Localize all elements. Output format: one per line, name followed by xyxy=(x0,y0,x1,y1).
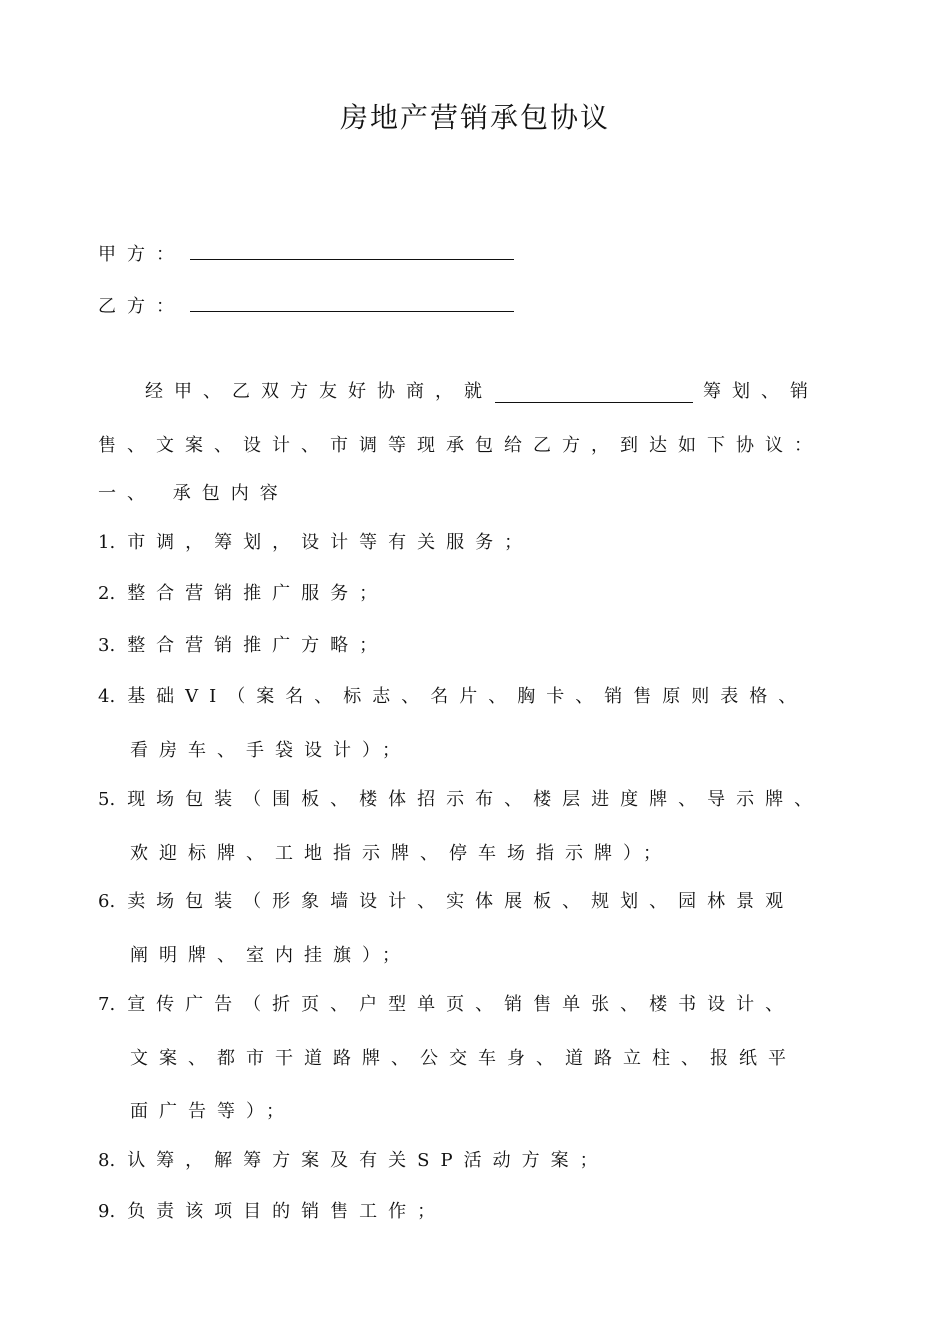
item-text: 整合营销推广方略； xyxy=(127,635,389,656)
item-text: 基础VI（案名、标志、名片、胸卡、销售原则表格、 xyxy=(127,686,808,707)
item-number: 6. xyxy=(98,891,116,912)
item-text: 整合营销推广服务； xyxy=(127,583,389,604)
list-item xyxy=(98,887,794,913)
item-number: 9. xyxy=(98,1201,116,1222)
list-item xyxy=(98,1146,609,1172)
list-item xyxy=(98,579,388,605)
list-item xyxy=(98,682,807,708)
item-number: 4. xyxy=(98,686,116,707)
section1-heading: 一、 承包内容 xyxy=(98,483,289,504)
list-item-continuation: 欢迎标牌、工地指示牌、停车场指示牌）； xyxy=(130,843,672,864)
party-a-label: 甲方： xyxy=(98,244,185,265)
list-item-continuation: 看房车、手袋设计）； xyxy=(130,740,411,761)
item-text: 卖场包装（形象墙设计、实体展板、规划、园林景观 xyxy=(127,891,795,912)
project-name-blank[interactable] xyxy=(495,382,693,403)
list-item xyxy=(98,990,794,1016)
item-text: 认筹，解筹方案及有关SP活动方案； xyxy=(127,1150,609,1171)
list-item-continuation: 阐明牌、室内挂旗）； xyxy=(130,945,411,966)
item-number: 7. xyxy=(98,994,116,1015)
intro-line-1 xyxy=(145,377,819,403)
intro-line-2: 售、文案、设计、市调等现承包给乙方，到达如下协议： xyxy=(98,435,823,456)
document-title: 房地产营销承包协议 xyxy=(339,101,610,134)
list-item xyxy=(98,631,388,657)
item-number: 3. xyxy=(98,635,116,656)
item-number: 8. xyxy=(98,1150,116,1171)
party-b-blank[interactable] xyxy=(190,311,514,312)
intro-part1: 经甲、乙双方友好协商，就 xyxy=(145,381,493,402)
list-item-continuation: 面广告等）； xyxy=(130,1101,295,1122)
party-b-label: 乙方： xyxy=(98,296,185,317)
intro-part2: 筹划、销 xyxy=(703,381,819,402)
item-text: 市调，筹划，设计等有关服务； xyxy=(127,532,534,553)
list-item-continuation: 文案、都市干道路牌、公交车身、道路立柱、报纸平 xyxy=(130,1048,797,1069)
item-text: 负责该项目的销售工作； xyxy=(127,1201,447,1222)
item-text: 现场包装（围板、楼体招示布、楼层进度牌、导示牌、 xyxy=(127,789,824,810)
item-number: 5. xyxy=(98,789,116,810)
list-item xyxy=(98,528,533,554)
item-text: 宣传广告（折页、户型单页、销售单张、楼书设计、 xyxy=(127,994,795,1015)
party-a-blank[interactable] xyxy=(190,259,514,260)
item-number: 1. xyxy=(98,532,116,553)
list-item xyxy=(98,785,823,811)
item-number: 2. xyxy=(98,583,116,604)
list-item xyxy=(98,1197,446,1223)
